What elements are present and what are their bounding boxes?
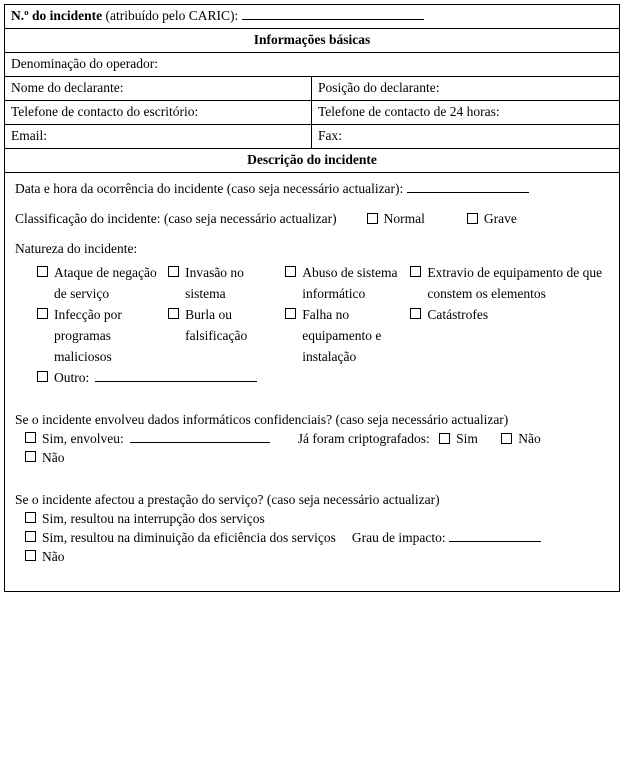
checkbox-icon[interactable] (37, 308, 48, 319)
declarant-position-label: Posição do declarante: (318, 80, 440, 95)
service-impact-input[interactable] (449, 541, 541, 542)
classification-option-grave-label: Grave (483, 211, 517, 226)
confidential-encrypted-no-label: Não (518, 430, 541, 446)
nature-option-falha-equipamento-instalacao[interactable] (285, 305, 410, 368)
fax-label: Fax: (318, 128, 343, 143)
service-option-2-row[interactable] (25, 530, 609, 546)
service-question: Se o incidente afectou a prestação do serviço? (caso seja necessário actualizar) (15, 491, 440, 507)
nature-option-label: Catástrofes (427, 306, 489, 322)
service-option-2-label: Sim, resultou na diminuição da eficiência dos serviços (42, 529, 336, 545)
classification-line (15, 211, 609, 227)
classification-option-normal-label: Normal (383, 211, 425, 226)
checkbox-icon[interactable] (410, 308, 421, 319)
office-phone-label: Telefone de contacto do escritório: (11, 104, 199, 119)
fax-cell[interactable] (312, 125, 619, 148)
service-option-1-row[interactable] (25, 511, 609, 527)
confidential-yes-row (25, 431, 609, 447)
service-impact-group (352, 530, 541, 546)
confidential-encrypted-yes-label: Sim (456, 430, 478, 446)
email-fax-row (5, 125, 619, 149)
confidential-encrypted-label: Já foram criptografados: (297, 430, 430, 446)
confidential-yes-label: Sim, envolveu: (42, 430, 124, 446)
checkbox-icon[interactable] (367, 213, 378, 224)
checkbox-icon[interactable] (37, 371, 48, 382)
checkbox-icon[interactable] (410, 266, 421, 277)
description-section-header (5, 149, 619, 173)
basic-info-title: Informações básicas (253, 32, 371, 47)
checkbox-icon[interactable] (25, 432, 36, 443)
nature-label: Natureza do incidente: (15, 241, 138, 256)
nature-option-ataque-negacao-servico[interactable] (37, 263, 168, 305)
incident-number-row (5, 5, 619, 29)
phone-24h-label: Telefone de contacto de 24 horas: (318, 104, 500, 119)
declarant-position-cell[interactable] (312, 77, 619, 100)
nature-option-label: Abuso de sistema informático (302, 265, 398, 301)
nature-option-label: Ataque de negação de serviço (54, 265, 157, 301)
nature-option-outro[interactable] (37, 370, 609, 386)
checkbox-icon[interactable] (25, 451, 36, 462)
office-phone-cell[interactable] (5, 101, 312, 124)
email-cell[interactable] (5, 125, 312, 148)
operator-label: Denominação do operador: (11, 56, 158, 71)
description-content (5, 173, 619, 591)
operator-cell[interactable] (5, 53, 619, 76)
declarant-name-cell[interactable] (5, 77, 312, 100)
nature-option-label: Invasão no sistema (185, 265, 244, 301)
checkbox-icon[interactable] (168, 266, 179, 277)
checkbox-icon[interactable] (37, 266, 48, 277)
checkbox-icon[interactable] (285, 308, 296, 319)
incident-report-form (4, 4, 620, 592)
checkbox-icon[interactable] (168, 308, 179, 319)
nature-options-grid (37, 263, 609, 368)
checkbox-icon[interactable] (467, 213, 478, 224)
checkbox-icon[interactable] (25, 531, 36, 542)
nature-option-invasao-sistema[interactable] (168, 263, 285, 305)
checkbox-icon[interactable] (285, 266, 296, 277)
incident-number-cell (5, 5, 619, 28)
nature-option-label: Falha no equipamento e instalação (302, 306, 382, 364)
basic-info-section-header (5, 29, 619, 53)
datetime-line (15, 181, 609, 197)
nature-options-row-1 (37, 263, 609, 305)
service-option-3-row[interactable] (25, 549, 609, 565)
nature-option-outro-input[interactable] (95, 381, 257, 382)
incident-number-note: (atribuído pelo CARIC): (105, 8, 239, 23)
nature-option-label: Extravio de equipamento de que constem os elementos (427, 265, 603, 301)
nature-option-label: Infecção por programas maliciosos (54, 306, 122, 364)
nature-option-catastrofes[interactable] (410, 305, 609, 326)
service-impact-label: Grau de impacto: (351, 529, 446, 545)
confidential-question: Se o incidente envolveu dados informáticos confidenciais? (caso seja necessário actualizar) (15, 411, 509, 427)
service-option-1-label: Sim, resultou na interrupção dos serviços (42, 510, 265, 526)
checkbox-icon[interactable] (439, 433, 450, 444)
phone-24h-cell[interactable] (312, 101, 619, 124)
checkbox-icon[interactable] (25, 512, 36, 523)
confidential-no-label: Não (42, 449, 65, 465)
nature-option-burla-falsificacao[interactable] (168, 305, 285, 347)
nature-option-outro-label: Outro: (54, 369, 90, 385)
incident-number-input[interactable] (242, 19, 424, 20)
classification-option-grave[interactable] (467, 211, 517, 227)
classification-option-normal[interactable] (367, 211, 425, 227)
confidential-no-row[interactable] (25, 450, 609, 466)
nature-options-row-2 (37, 305, 609, 368)
description-body (5, 173, 619, 591)
service-option-3-label: Não (42, 548, 65, 564)
nature-option-infeccao-programas-maliciosos[interactable] (37, 305, 168, 368)
datetime-input[interactable] (407, 192, 529, 193)
classification-label: Classificação do incidente: (caso seja necessário actualizar) (15, 211, 337, 226)
checkbox-icon[interactable] (501, 433, 512, 444)
nature-option-abuso-sistema-informatico[interactable] (285, 263, 410, 305)
confidential-encrypted-group (298, 431, 541, 447)
nature-option-extravio-equipamento[interactable] (410, 263, 609, 305)
declarant-row (5, 77, 619, 101)
description-title: Descrição do incidente (247, 152, 377, 167)
phone-row (5, 101, 619, 125)
email-label: Email: (11, 128, 47, 143)
nature-option-label: Burla ou falsificação (185, 306, 248, 343)
incident-number-label: N.º do incidente (11, 8, 103, 23)
declarant-name-label: Nome do declarante: (11, 80, 124, 95)
operator-row (5, 53, 619, 77)
checkbox-icon[interactable] (25, 550, 36, 561)
confidential-yes-input[interactable] (130, 442, 270, 443)
datetime-label: Data e hora da ocorrência do incidente (caso seja necessário actualizar): (15, 181, 404, 196)
